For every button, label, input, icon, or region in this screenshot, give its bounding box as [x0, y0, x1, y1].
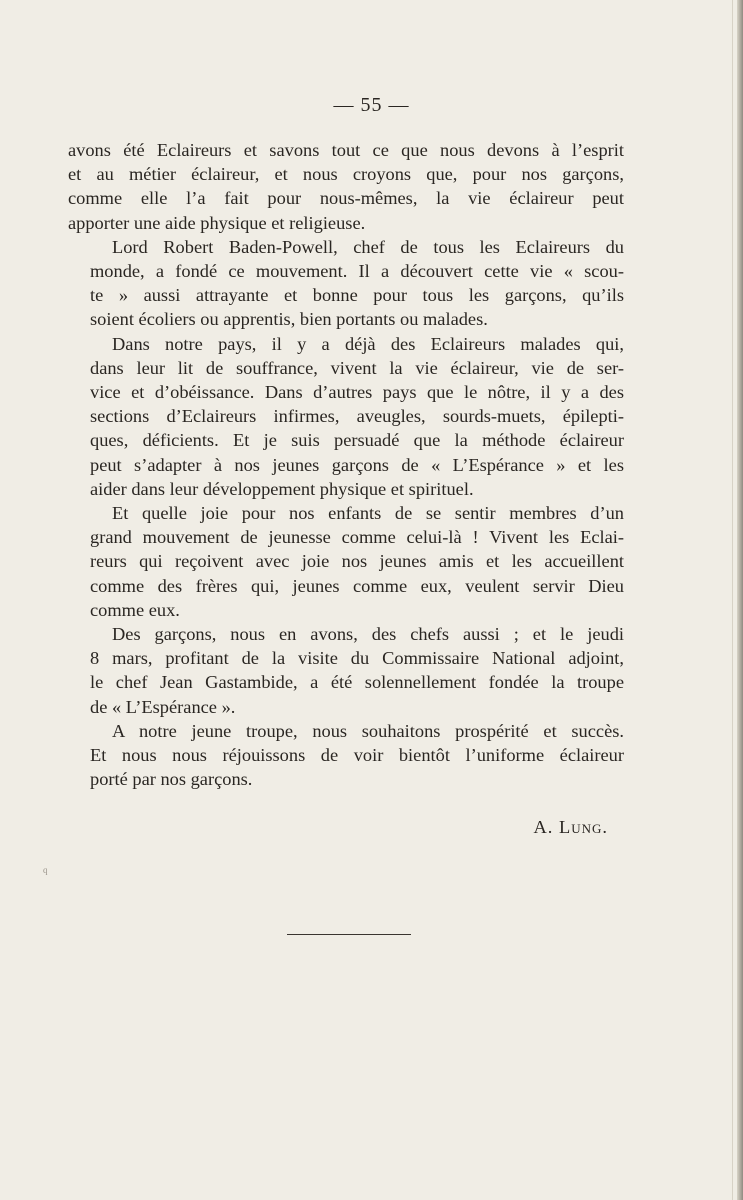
- paragraph-1: [68, 138, 624, 235]
- text-line: le chef Jean Gastambide, a été solennellement fondée la troupe: [90, 672, 624, 693]
- text-line: 8 mars, profitant de la visite du Commissaire National adjoint,: [90, 648, 624, 669]
- text-line: soient écoliers ou apprentis, bien portants ou malades.: [90, 309, 488, 330]
- text-line: Dans notre pays, il y a déjà des Eclaireurs malades qui,: [112, 333, 624, 354]
- text-line: sections d’Eclaireurs infirmes, aveugles, sourds-muets, épilepti-: [90, 406, 624, 427]
- text-line: apporter une aide physique et religieuse.: [68, 212, 366, 233]
- page-edge-shadow: [732, 0, 733, 1200]
- page-number: — 55 —: [333, 94, 410, 116]
- text-line: de « L’Espérance ».: [90, 696, 236, 717]
- text-line: dans leur lit de souffrance, vivent la vie éclaireur, vie de ser-: [90, 357, 624, 378]
- paragraph-4: [68, 501, 624, 622]
- text-line: Lord Robert Baden-Powell, chef de tous les Eclaireurs du: [112, 236, 624, 257]
- text-line: aider dans leur développement physique et spirituel.: [90, 478, 474, 499]
- body-text: [68, 138, 624, 791]
- text-line: comme elle l’a fait pour nous-mêmes, la vie éclaireur peut: [68, 188, 624, 209]
- text-line: ques, déficients. Et je suis persuadé que la méthode éclaireur: [90, 430, 624, 451]
- text-line: te » aussi attrayante et bonne pour tous les garçons, qu’ils: [90, 285, 624, 306]
- page-edge: [737, 0, 743, 1200]
- text-line: grand mouvement de jeunesse comme celui-là ! Vivent les Eclai-: [90, 527, 624, 548]
- text-line: peut s’adapter à nos jeunes garçons de « L’Espérance » et les: [90, 454, 624, 475]
- margin-mark: q: [43, 865, 48, 875]
- paragraph-2: [68, 235, 624, 332]
- text-line: comme eux.: [90, 599, 180, 620]
- text-line: vice et d’obéissance. Dans d’autres pays que le nôtre, il y a des: [90, 382, 624, 403]
- text-line: Et quelle joie pour nos enfants de se sentir membres d’un: [112, 503, 624, 524]
- text-line: porté par nos garçons.: [90, 769, 253, 790]
- text-line: et au métier éclaireur, et nous croyons que, pour nos garçons,: [68, 164, 624, 185]
- author-signature: A. Lung.: [533, 817, 608, 837]
- text-line: avons été Eclaireurs et savons tout ce que nous devons à l’esprit: [68, 140, 624, 160]
- text-line: Des garçons, nous en avons, des chefs aussi ; et le jeudi: [112, 624, 624, 645]
- paragraph-5: [68, 622, 624, 719]
- text-line: Et nous nous réjouissons de voir bientôt l’uniforme éclaireur: [90, 745, 624, 766]
- text-line: A notre jeune troupe, nous souhaitons prospérité et succès.: [112, 720, 624, 741]
- paragraph-3: [68, 332, 624, 501]
- text-line: comme des frères qui, jeunes comme eux, veulent servir Dieu: [90, 575, 624, 596]
- text-line: reurs qui reçoivent avec joie nos jeunes amis et les accueillent: [90, 551, 624, 572]
- text-line: monde, a fondé ce mouvement. Il a découvert cette vie « scou-: [90, 261, 624, 282]
- paragraph-6: [68, 719, 624, 792]
- end-rule: [287, 934, 411, 935]
